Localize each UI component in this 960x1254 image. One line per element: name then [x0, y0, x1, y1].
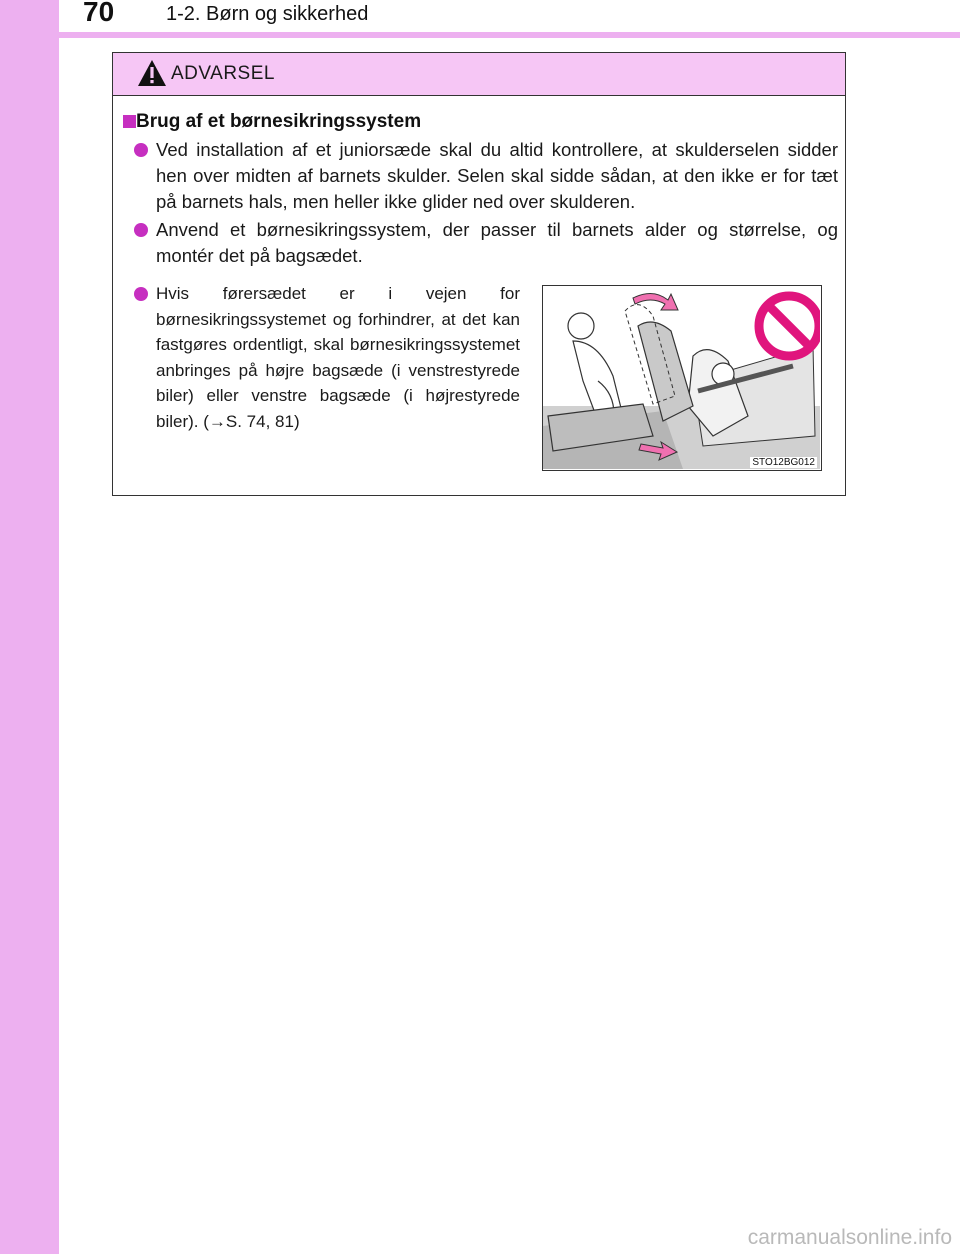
list-item [156, 137, 838, 215]
list-item-text: Hvis førersædet er i vejen for børnesikringssystemet og forhindrer, at det kan fastgøres ordentligt, skal børnesikringssystemet anbringes på højre bagsæde (i venstrestyrede biler) eller venstre bagsæde (i højrestyrede biler). (→S. 74, 81) [156, 284, 520, 431]
warning-triangle-icon [137, 59, 167, 87]
illustration-code: STO12BG012 [752, 457, 815, 468]
bullet-dot-icon [134, 223, 148, 237]
seat-illustration [542, 285, 822, 471]
list-item-text: Ved installation af et juniorsæde skal du altid kontrollere, at skulderselen sidder hen over midten af barnets skulder. Selen skal sidde sådan, at den ikke er for tæt på barnets hals, men heller ikke glider ned over skulderen. [156, 139, 838, 212]
side-tab [0, 0, 59, 1254]
warning-box [112, 52, 846, 496]
seat-drawing [543, 286, 820, 469]
list-item [156, 281, 520, 434]
bullet-dot-icon [134, 287, 148, 301]
prohibited-icon [759, 296, 819, 356]
warning-label: ADVARSEL [171, 63, 275, 84]
list-item-text: Anvend et børnesikringssystem, der passer til barnets alder og størrelse, og montér det på bagsædet. [156, 219, 838, 266]
bullet-dot-icon [134, 143, 148, 157]
warning-header [113, 53, 845, 96]
page-number: 70 [83, 0, 115, 27]
watermark: carmanualsonline.info [747, 1226, 952, 1249]
section-heading-text: Brug af et børnesikringssystem [136, 111, 422, 132]
list-item [156, 217, 838, 269]
header-rule [59, 32, 960, 38]
square-marker-icon [123, 115, 136, 128]
chapter-title: 1-2. Børn og sikkerhed [166, 3, 369, 25]
